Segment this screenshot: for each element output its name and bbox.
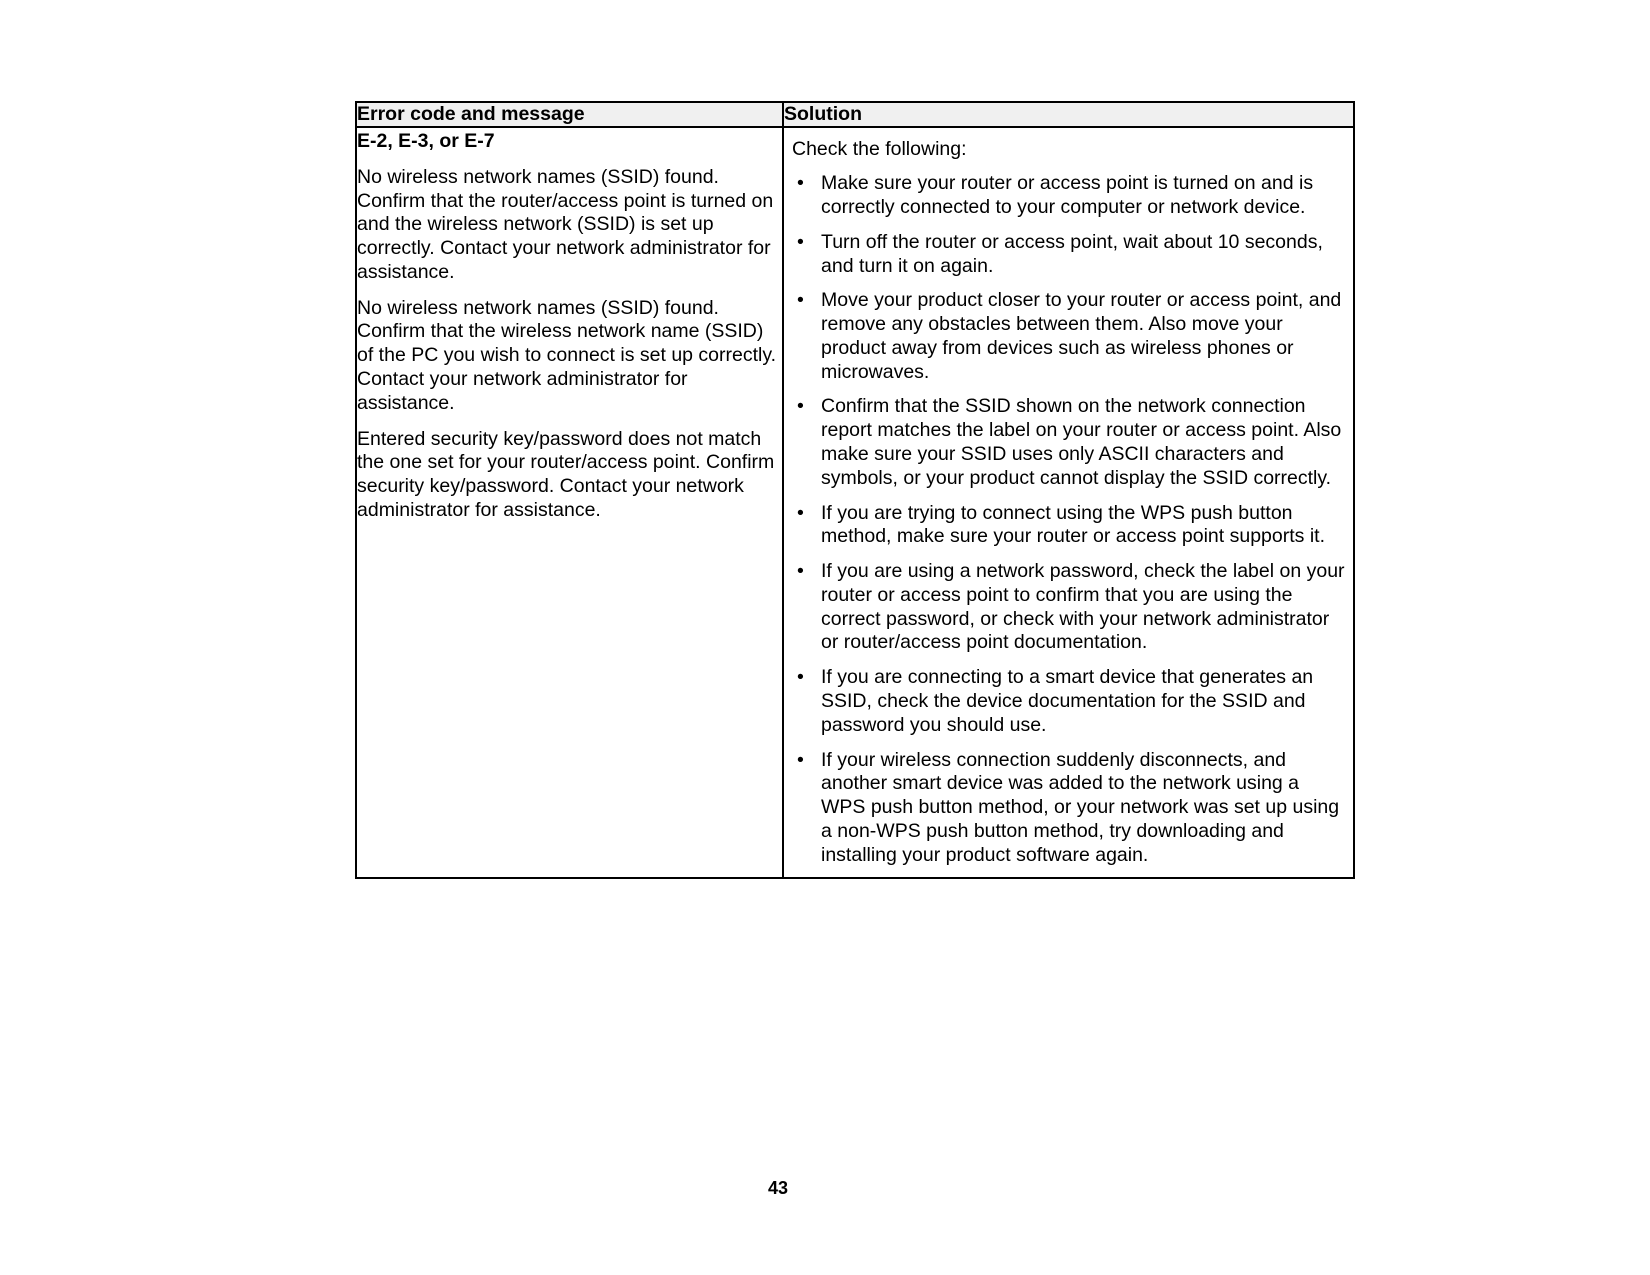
table-header <box>356 102 1354 127</box>
column-header-error-code: Error code and message <box>356 102 783 127</box>
list-item <box>792 172 1348 220</box>
bullet-icon: • <box>797 666 804 689</box>
solution-intro-text: Check the following: <box>792 138 967 161</box>
error-message-paragraph-3: Entered security key/password does not match the one set for your router/access point. Confirm security key/password. Contact your network administrator for assistance. <box>357 427 775 521</box>
list-item <box>792 666 1348 737</box>
list-item-text: If you are using a network password, check the label on your router or access point to confirm that you are using the correct password, or check with your network administrator or router/access point documentation. <box>821 560 1345 654</box>
error-message-paragraph-2: No wireless network names (SSID) found. Confirm that the wireless network name (SSID) of the PC you wish to connect is set up correctly. Contact your network administrator for assistance. <box>357 296 777 414</box>
list-item-text: Confirm that the SSID shown on the network connection report matches the label on your router or access point. Also make sure your SSID uses only ASCII characters and symbols, or your product cannot display the SSID correctly. <box>821 395 1342 489</box>
column-header-solution: Solution <box>783 102 1354 127</box>
bullet-icon: • <box>797 172 804 195</box>
bullet-icon: • <box>797 748 804 771</box>
list-item <box>792 231 1348 279</box>
solution-cell <box>783 127 1354 878</box>
bullet-icon: • <box>797 395 804 418</box>
list-item-text: Make sure your router or access point is turned on and is correctly connected to your computer or network device. <box>821 172 1314 218</box>
error-message-cell <box>356 127 783 878</box>
bullet-icon: • <box>797 501 804 524</box>
list-item <box>792 749 1348 868</box>
table-row <box>356 127 1354 878</box>
list-item-text: If you are connecting to a smart device that generates an SSID, check the device documentation for the SSID and password you should use. <box>821 666 1314 736</box>
error-code-label: E-2, E-3, or E-7 <box>357 130 495 153</box>
list-item-text: Move your product closer to your router or access point, and remove any obstacles between them. Also move your product away from devices such as wireless phones or microwaves. <box>821 289 1342 383</box>
bullet-icon: • <box>797 230 804 253</box>
page-number: 43 <box>767 1178 789 1198</box>
list-item-text: If your wireless connection suddenly disconnects, and another smart device was added to the network using a WPS push button method, or your network was set up using a non-WPS push button method, try downloading and installing your product software again. <box>821 748 1340 866</box>
error-message-paragraph-1: No wireless network names (SSID) found. Confirm that the router/access point is turned on and the wireless network (SSID) is set up correctly. Contact your network administrator for assistance. <box>357 165 774 283</box>
bullet-icon: • <box>797 289 804 312</box>
list-item <box>792 502 1348 550</box>
error-code-solution-table <box>355 101 1355 879</box>
list-item <box>792 560 1348 655</box>
bullet-icon: • <box>797 560 804 583</box>
list-item <box>792 289 1348 384</box>
table-header-row <box>356 102 1354 127</box>
table-body <box>356 127 1354 878</box>
list-item-text: If you are trying to connect using the WPS push button method, make sure your router or access point supports it. <box>821 501 1325 548</box>
list-item <box>792 395 1348 490</box>
solution-bullet-list <box>792 172 1348 867</box>
list-item-text: Turn off the router or access point, wait about 10 seconds, and turn it on again. <box>821 230 1323 277</box>
